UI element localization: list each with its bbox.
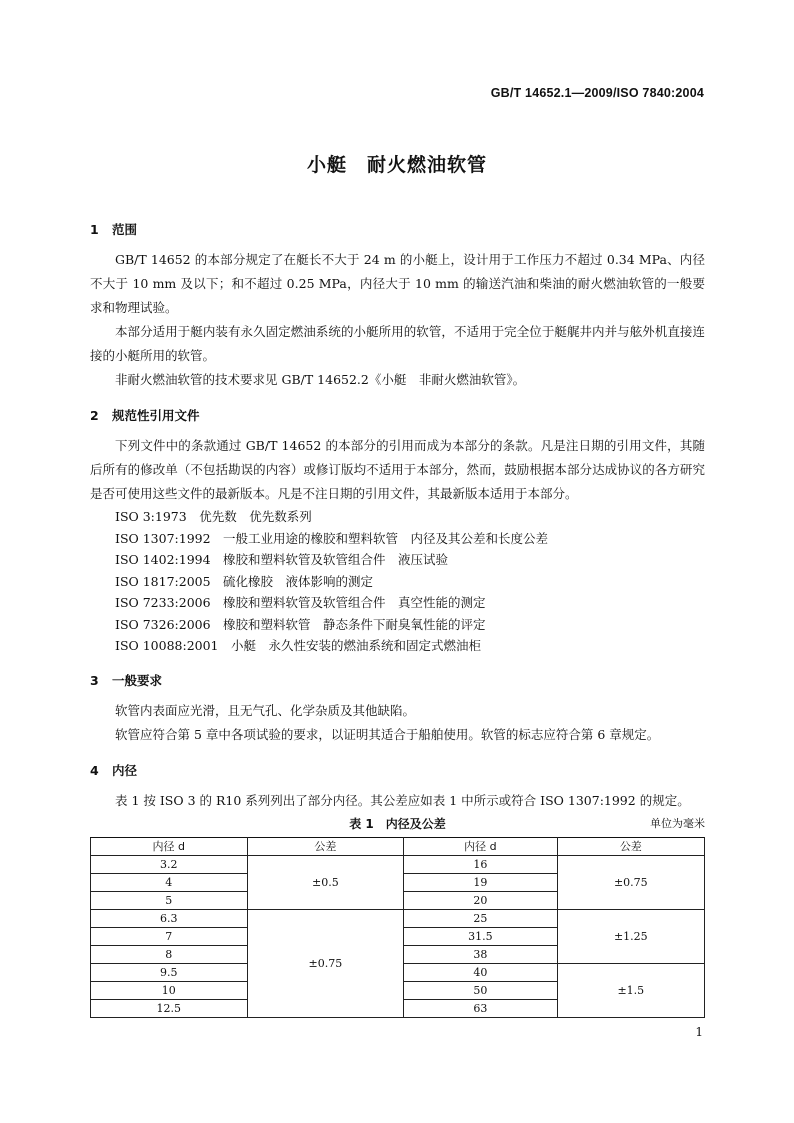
section-heading-1: 1 范围 xyxy=(90,222,138,237)
table-header: 公差 xyxy=(557,837,704,855)
table-cell: 19 xyxy=(404,873,558,891)
document-body xyxy=(90,214,705,1018)
table-unit: 单位为毫米 xyxy=(650,816,705,830)
table-row xyxy=(91,855,705,873)
table-cell: 5 xyxy=(91,891,248,909)
table-cell: 10 xyxy=(91,981,248,999)
table-cell: 40 xyxy=(404,963,558,981)
section-heading-4: 4 内径 xyxy=(90,762,138,778)
table-cell: 9.5 xyxy=(91,963,248,981)
table-cell: 12.5 xyxy=(91,999,248,1017)
table-cell: 16 xyxy=(404,855,558,873)
reference-item: ISO 10088:2001 小艇 永久性安装的燃油系统和固定式燃油柜 xyxy=(115,638,482,653)
table-cell: 38 xyxy=(404,945,558,963)
table-cell: 7 xyxy=(91,927,248,945)
table-cell: 63 xyxy=(404,999,558,1017)
table-cell: 3.2 xyxy=(91,855,248,873)
reference-item: ISO 3:1973 优先数 优先数系列 xyxy=(115,509,312,524)
diameter-tolerance-table xyxy=(90,837,705,1018)
document-title: 小艇 耐火燃油软管 xyxy=(306,154,487,176)
table-cell: ±0.75 xyxy=(557,855,704,909)
reference-item: ISO 1817:2005 硫化橡胶 液体影响的测定 xyxy=(115,573,374,589)
table-cell: 4 xyxy=(91,873,248,891)
paragraph: 非耐火燃油软管的技术要求见 GB/T 14652.2《小艇 非耐火燃油软管》。 xyxy=(115,372,526,387)
table-header: 公差 xyxy=(247,837,404,855)
section-heading-2: 2 规范性引用文件 xyxy=(90,408,200,423)
page-number: 1 xyxy=(695,1025,703,1039)
table-header: 内径 d xyxy=(404,837,558,855)
table-caption-row xyxy=(90,815,705,837)
section-heading-3: 3 一般要求 xyxy=(90,672,163,688)
table-row xyxy=(91,909,705,927)
reference-item: ISO 1402:1994 橡胶和塑料软管及软管组合件 液压试验 xyxy=(115,552,449,567)
table-cell: ±0.5 xyxy=(247,855,404,909)
reference-item: ISO 7233:2006 橡胶和塑料软管及软管组合件 真空性能的测定 xyxy=(115,595,486,610)
table-cell: 6.3 xyxy=(91,909,248,927)
reference-item: ISO 7326:2006 橡胶和塑料软管 静态条件下耐臭氧性能的评定 xyxy=(115,616,486,632)
paragraph: 软管内表面应光滑，且无气孔、化学杂质及其他缺陷。 xyxy=(115,702,416,718)
table-cell: 25 xyxy=(404,909,558,927)
paragraph: 下列文件中的条款通过 GB/T 14652 的本部分的引用而成为本部分的条款。凡是注日期的引用文件，其随后所有的修改单（不包括勘误的内容）或修订版均不适用于本部分，然而，鼓励根据本部分达成协议的各方研究是否可使用这些文件的最新版本。凡是不注日期的引用文件，其最新版本适用于本部分。 xyxy=(90,438,705,501)
table-cell: 8 xyxy=(91,945,248,963)
table-caption: 表 1 内径及公差 xyxy=(349,816,446,831)
table-cell: 31.5 xyxy=(404,927,558,945)
reference-item: ISO 1307:1992 一般工业用途的橡胶和塑料软管 内径及其公差和长度公差 xyxy=(115,530,549,546)
standard-number: GB/T 14652.1—2009/ISO 7840:2004 xyxy=(490,86,704,100)
table-header: 内径 d xyxy=(91,837,248,855)
table-cell: 20 xyxy=(404,891,558,909)
table-cell: ±1.5 xyxy=(557,963,704,1017)
table-cell: 50 xyxy=(404,981,558,999)
paragraph: 表 1 按 ISO 3 的 R10 系列列出了部分内径。其公差应如表 1 中所示或符合 ISO 1307:1992 的规定。 xyxy=(115,792,690,808)
paragraph: 本部分适用于艇内装有永久固定燃油系统的小艇所用的软管，不适用于完全位于艇艉井内并与舷外机直接连接的小艇所用的软管。 xyxy=(90,324,705,363)
paragraph: 软管应符合第 5 章中各项试验的要求，以证明其适合于船舶使用。软管的标志应符合第 6 章规定。 xyxy=(115,726,660,742)
table-cell: ±0.75 xyxy=(247,909,404,1017)
paragraph: GB/T 14652 的本部分规定了在艇长不大于 24 m 的小艇上，设计用于工作压力不超过 0.34 MPa、内径不大于 10 mm 及以下；和不超过 0.25 MPa，内径大于 10 mm 的输送汽油和柴油的耐火燃油软管的一般要求和物理试验。 xyxy=(90,252,705,315)
table-cell: ±1.25 xyxy=(557,909,704,963)
